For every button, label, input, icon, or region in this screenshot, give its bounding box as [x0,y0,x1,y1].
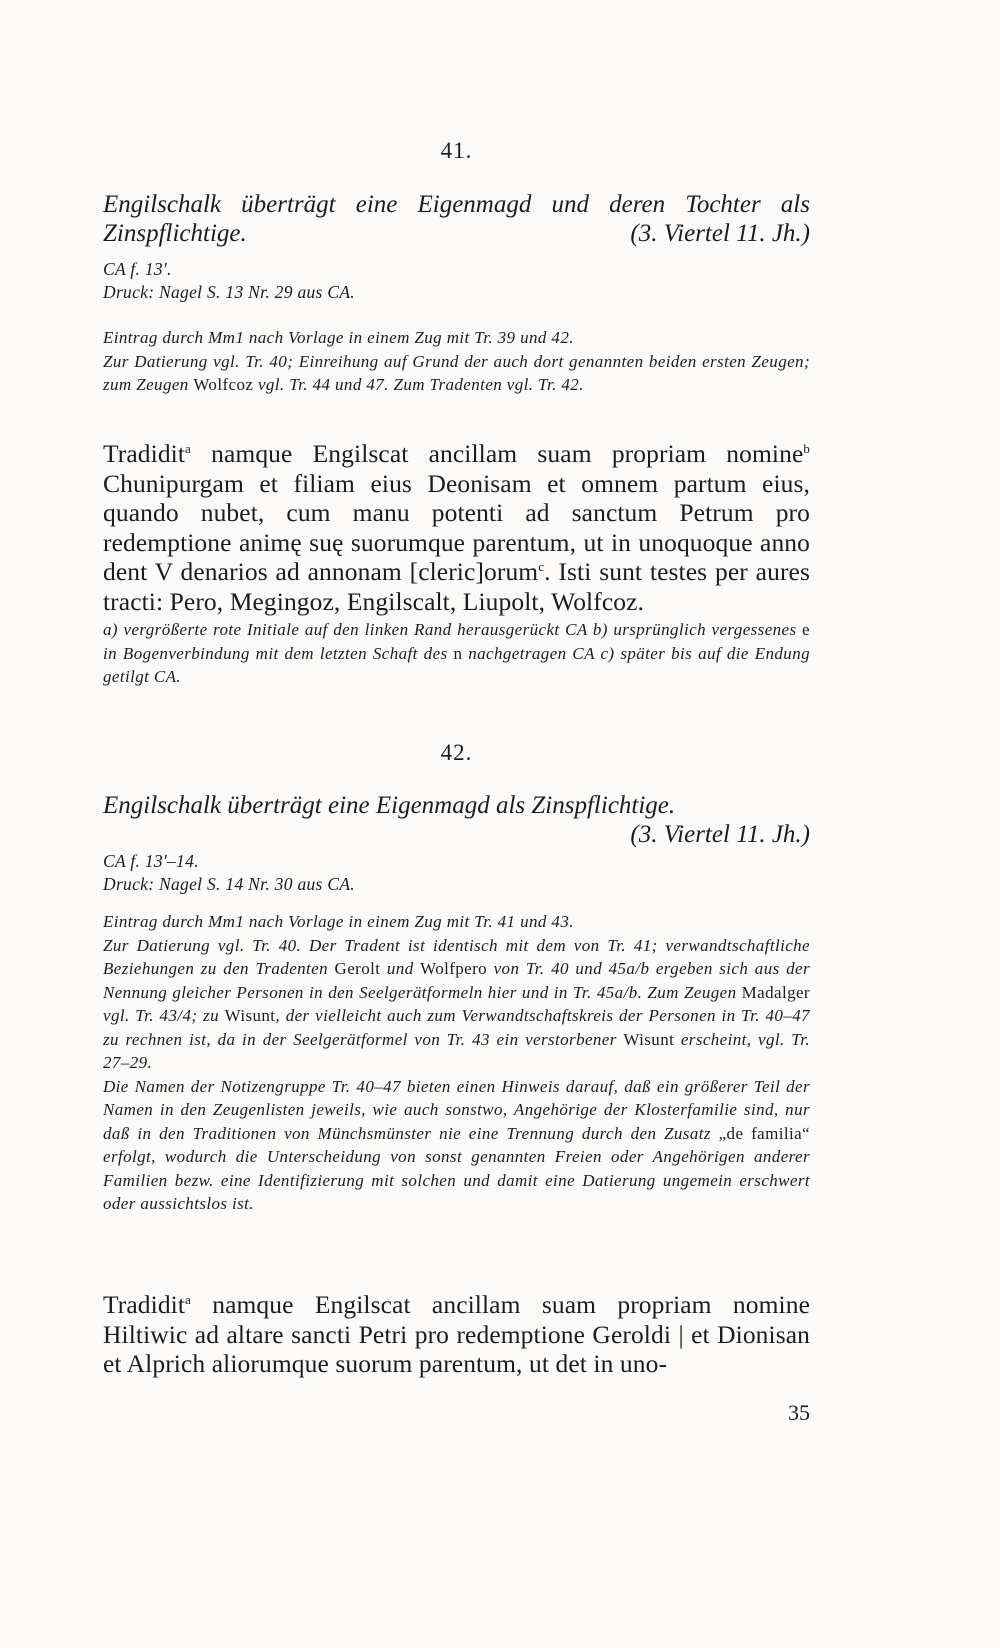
note-text: erfolgt, wodurch die Unterscheidung von sonst genannten Freien oder Angehörigen anderer Familien bezw. eine Identifizierung mit solchen und damit eine Datierung ungemein erschwert oder aussichtslos ist. [103,1147,810,1213]
person-name: Gerolt [334,959,381,978]
charter-41-footnotes [103,618,810,689]
note-text: vgl. Tr. 44 und 47. Zum Tradenten vgl. Tr. 42. [253,375,584,394]
charter-42-text [103,1290,810,1379]
text-part: namque Engilscat ancillam suam propriam nomine [190,439,804,468]
charter-42-meta [103,850,810,896]
charter-42-heading [103,791,810,849]
charter-41-meta [103,258,810,304]
charter-42-title: Engilschalk überträgt eine Eigenmagd als Zinspflichtige. [103,792,676,819]
note-text: , der vielleicht auch zum Verwandtschaftskreis der Personen in Tr. 40–47 zu rechnen ist, da in der Seelgerätformel von Tr. 43 ein verstorbener [103,1006,810,1049]
charter-41-date: (3. Viertel 11. Jh.) [630,220,810,247]
note-text: Zur Datierung vgl. Tr. 40. Der Tradent ist identisch mit dem von Tr. 41; verwandtschaftliche Beziehungen zu den Tradenten [103,935,810,978]
charter-41-notes [103,326,810,397]
charter-42-note-entry: Eintrag durch Mm1 nach Vorlage in einem Zug mit Tr. 41 und 43. [103,912,574,931]
note-text: Die Namen der Notizengruppe Tr. 40–47 bieten einen Hinweis darauf, daß ein größerer Teil der Namen in den Zeugenlisten jeweils, wie auch sonstwo, Angehörige der Klosterfamilie sind, nur daß in den Traditionen von Münchsmünster nie eine Trennung durch den Zusatz [103,1076,810,1143]
text-part: namque Engilscat ancillam suam propriam nomine Hiltiwic ad altare sancti Petri pro redemptione Geroldi | et Dionisan et Alprich aliorumque suorum parentum, ut det in uno- [103,1290,810,1378]
text-part: Tradidit [103,439,186,468]
charter-number-41: 41. [440,138,473,163]
fn-part: nachgetragen CA c) später bis auf die Endung getilgt CA. [103,643,811,686]
person-name: Wisunt [623,1029,675,1049]
footnote-marker: b [803,441,810,456]
person-name: Wisunt [224,1006,276,1025]
fn-letter: e [802,620,810,639]
text-part: Tradidit [103,1290,186,1319]
charter-42-date: (3. Viertel 11. Jh.) [630,821,810,848]
fn-part: in Bogenverbindung mit dem letzten Schaft des [103,643,454,663]
page-number: 35 [788,1400,810,1425]
charter-41-source: CA f. 13'. [103,259,172,279]
note-text: vgl. Tr. 43/4; zu [103,1006,225,1025]
witness-name: Wolfcoz [193,375,254,394]
text-part: . Isti sunt testes per aures tracti: Pero, Megingoz, Engilscalt, Liupolt, Wolfcoz. [103,557,810,616]
text-part: Chunipurgam et filiam eius Deonisam et omnem partum eius, quando nubet, cum manu potenti ad sanctum Petrum pro redemptione animę suę suorumque parentum, ut in unoquoque anno dent V denarios ad annonam [cleric]orum [103,468,810,586]
charter-42-note-names [103,1075,810,1216]
quoted-term: „de familia“ [718,1123,810,1143]
note-text: von Tr. 40 und 45a/b ergeben sich aus der Nennung gleicher Personen in den Seelgerätformeln hier und in Tr. 45a/b. Zum Zeugen [103,959,810,1002]
charter-41-note-entry: Eintrag durch Mm1 nach Vorlage in einem Zug mit Tr. 39 und 42. [103,328,574,347]
charter-41-text [103,439,810,616]
charter-42-print: Druck: Nagel S. 14 Nr. 30 aus CA. [103,874,355,894]
charter-42-source: CA f. 13'–14. [103,851,199,871]
footnote-text [103,618,810,689]
charter-41-heading [103,190,810,248]
note-text: Zur Datierung vgl. Tr. 40; Einreihung auf Grund der auch dort genannten beiden ersten Zeugen; zum Zeugen [103,351,810,394]
footnote-marker: c [538,559,545,574]
charter-number-42: 42. [440,740,473,765]
charter-41-print: Druck: Nagel S. 13 Nr. 29 aus CA. [103,282,355,302]
fn-part: a) vergrößerte rote Initiale auf den linken Rand herausgerückt CA b) ursprünglich vergessenes [103,620,803,639]
charter-41-title-text: Engilschalk überträgt eine Eigenmagd und deren Tochter als Zinspflichtige. [103,191,810,247]
charter-41-note-dating [103,350,810,397]
charter-42-note-dating [103,934,810,1075]
person-name: Madalger [741,982,810,1002]
fn-letter: n [453,643,463,663]
charter-42-notes [103,910,810,1216]
charter-41-latin-text [103,439,810,616]
person-name: Wolfpero [420,959,488,978]
charter-41-title [103,190,810,248]
charter-42-latin-text [103,1290,810,1379]
note-text: erscheint, vgl. Tr. 27–29. [103,1029,810,1072]
footnote-marker: a [185,441,191,456]
footnote-marker: a [185,1292,191,1307]
note-text: und [380,959,421,978]
